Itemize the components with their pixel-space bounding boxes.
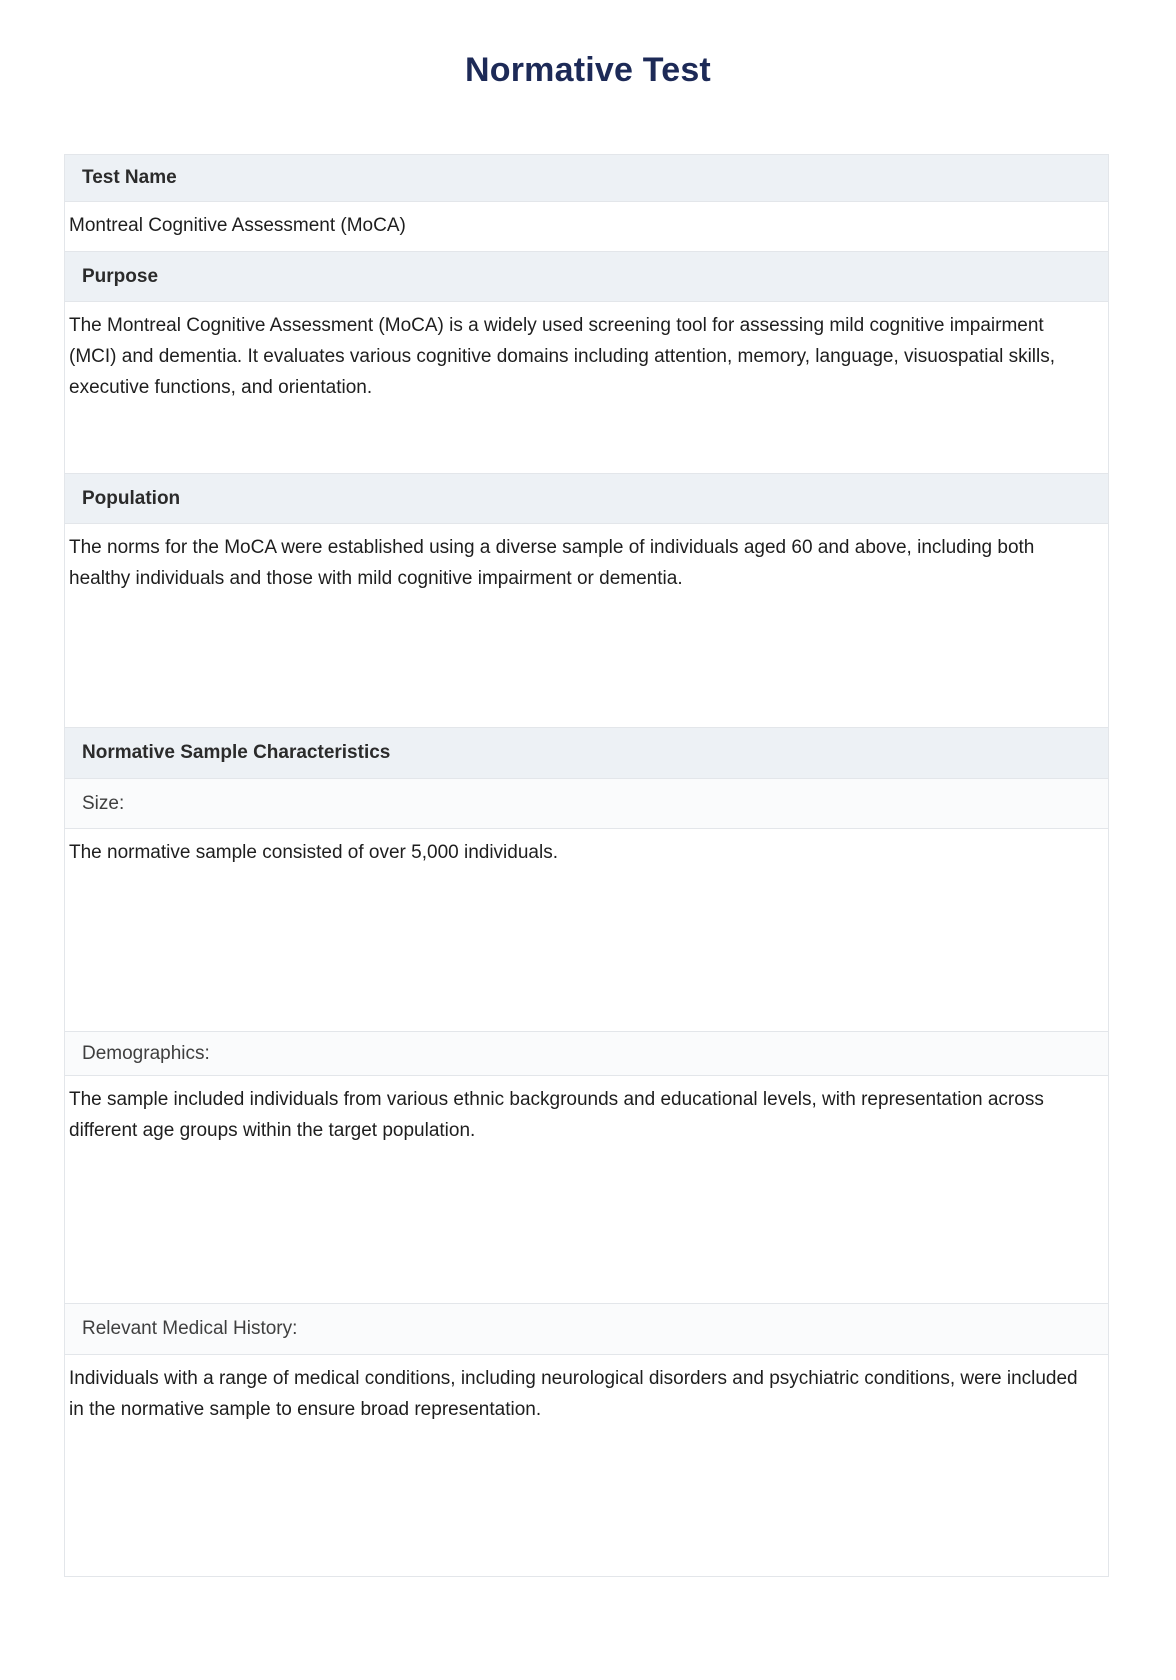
field-size	[65, 828, 1108, 1031]
field-test-name	[65, 201, 1108, 251]
section-header-purpose	[65, 251, 1108, 301]
subsection-header-relevant-medical-history	[65, 1303, 1108, 1354]
page-title: Normative Test	[465, 51, 711, 89]
field-population-value: The norms for the MoCA were established using a diverse sample of individuals aged 60 and above, including both healthy individuals and those with mild cognitive impairment or dementia.	[69, 537, 1035, 589]
field-demographics-value: The sample included individuals from various ethnic backgrounds and educational levels, with representation across different age groups within the target population.	[69, 1089, 1044, 1141]
subsection-header-size	[65, 778, 1108, 828]
section-header-population-label: Population	[82, 487, 181, 509]
subsection-header-demographics-label: Demographics:	[82, 1042, 210, 1064]
field-population	[65, 523, 1108, 727]
form-table	[64, 154, 1109, 1577]
field-demographics	[65, 1075, 1108, 1303]
field-purpose-value: The Montreal Cognitive Assessment (MoCA) is a widely used screening tool for assessing mild cognitive impairment (MCI) and dementia. It evaluates various cognitive domains including attention, memory, language, visuospatial skills, executive functions, and orientation.	[69, 315, 1056, 398]
normative-test-document	[0, 50, 1176, 1577]
section-header-purpose-label: Purpose	[82, 265, 159, 287]
section-header-normative-sample-characteristics-label: Normative Sample Characteristics	[82, 742, 391, 763]
field-relevant-medical-history	[65, 1354, 1108, 1576]
section-header-population	[65, 473, 1108, 523]
subsection-header-size-label: Size:	[82, 792, 125, 814]
field-size-value: The normative sample consisted of over 5,000 individuals.	[69, 842, 558, 863]
subsection-header-relevant-medical-history-label: Relevant Medical History:	[82, 1318, 298, 1339]
field-relevant-medical-history-value: Individuals with a range of medical conditions, including neurological disorders and psychiatric conditions, were included in the normative sample to ensure broad representation.	[69, 1368, 1078, 1420]
field-purpose	[65, 301, 1108, 473]
subsection-header-demographics	[65, 1031, 1108, 1075]
field-test-name-value: Montreal Cognitive Assessment (MoCA)	[69, 215, 406, 236]
section-header-normative-sample-characteristics	[65, 727, 1108, 778]
section-header-test-name-label: Test Name	[82, 167, 177, 188]
section-header-test-name	[65, 155, 1108, 201]
